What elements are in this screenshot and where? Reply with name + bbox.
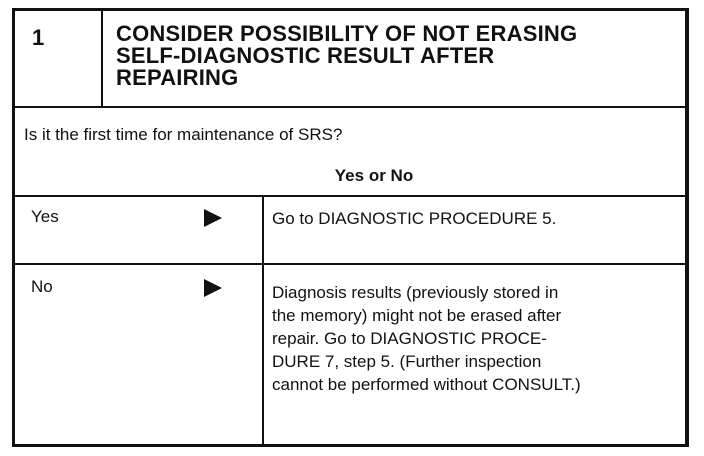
step-number: 1 [32,25,45,50]
right-triangle-icon [204,279,222,297]
header-bottom-rule [15,106,685,108]
procedure-table [12,8,689,447]
answer-no-label: No [31,277,53,296]
step-divider [101,11,103,107]
right-triangle-icon [204,209,222,227]
choice-label: Yes or No [334,166,414,185]
yes-row-bottom-rule [15,263,685,265]
step-title: CONSIDER POSSIBILITY OF NOT ERASING SELF-DIAGNOSTIC RESULT AFTER REPAIRING [116,21,578,90]
answer-yes-label: Yes [31,207,59,226]
answer-no-result: Diagnosis results (previously stored in the memory) might not be erased after repair. Go to DIAGNOSTIC PROCE- DURE 7, step 5. (Further inspection cannot be performed without CONSULT.) [272,283,581,394]
question-bottom-rule [15,195,685,197]
question-text: Is it the first time for maintenance of SRS? [24,125,343,144]
answer-divider [262,196,264,444]
answer-yes-result: Go to DIAGNOSTIC PROCEDURE 5. [272,209,557,228]
